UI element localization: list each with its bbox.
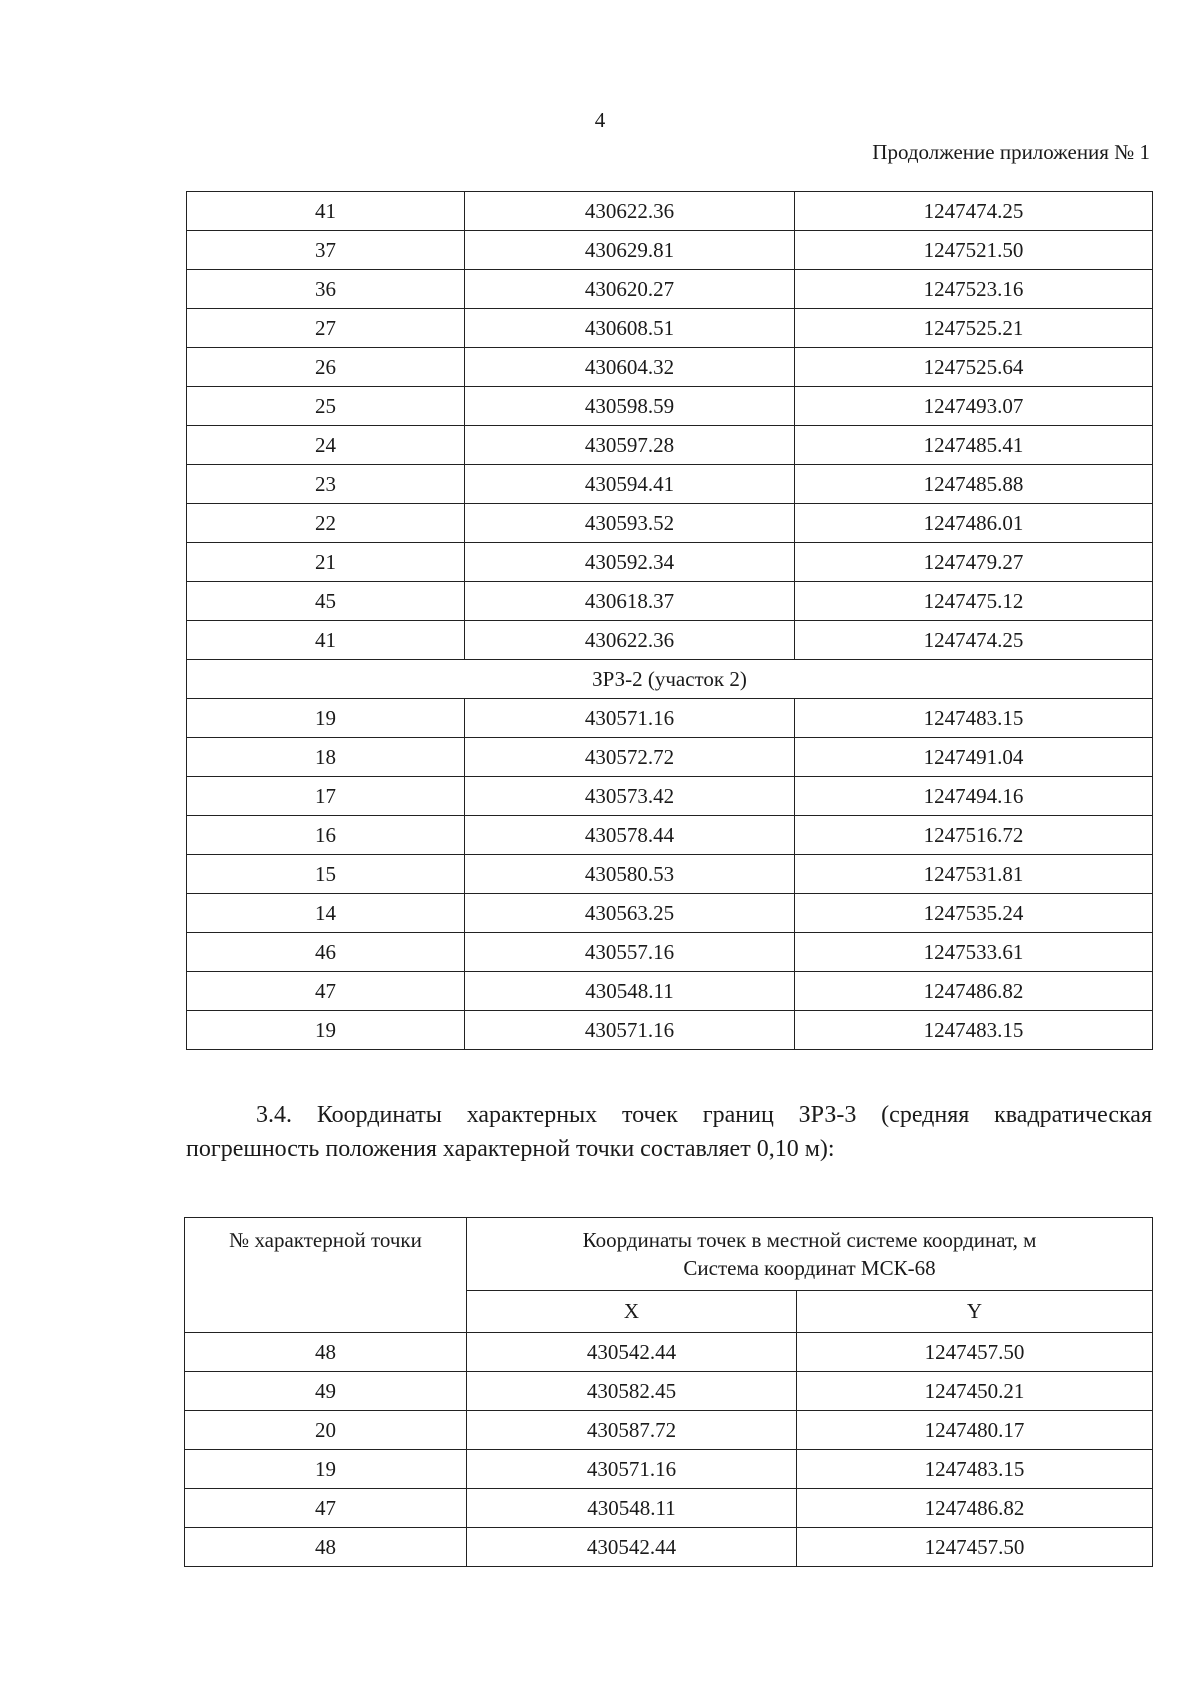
table-row — [185, 1333, 1153, 1372]
table-row — [185, 1528, 1153, 1567]
coordinate-x-cell: 430587.72 — [467, 1411, 797, 1450]
coordinate-x-cell: 430622.36 — [465, 621, 795, 660]
coordinate-y-cell: 1247486.82 — [797, 1489, 1153, 1528]
coordinate-x-cell: 430582.45 — [467, 1372, 797, 1411]
header-coordinates — [467, 1218, 1153, 1291]
table-row — [187, 972, 1153, 1011]
coordinate-x-cell: 430571.16 — [467, 1450, 797, 1489]
point-number-cell: 41 — [187, 621, 465, 660]
coordinate-x-cell: 430571.16 — [465, 1011, 795, 1050]
coordinate-x-cell: 430548.11 — [467, 1489, 797, 1528]
coordinate-x-cell: 430580.53 — [465, 855, 795, 894]
coordinates-table-zrz3 — [184, 1217, 1153, 1567]
point-number-cell: 36 — [187, 270, 465, 309]
point-number-cell: 46 — [187, 933, 465, 972]
point-number-cell: 48 — [185, 1528, 467, 1567]
point-number-cell: 26 — [187, 348, 465, 387]
coordinate-x-cell: 430572.72 — [465, 738, 795, 777]
coordinate-y-cell: 1247493.07 — [795, 387, 1153, 426]
coordinates-table-zrz2 — [186, 191, 1153, 1050]
table-row — [187, 231, 1153, 270]
section-text: Координаты характерных точек границ ЗРЗ-3 (средняя квадратическая погрешность положения характерной точки составляет 0,10 м): — [186, 1102, 1152, 1162]
table-row — [187, 270, 1153, 309]
table-row — [187, 192, 1153, 231]
table-row — [187, 621, 1153, 660]
coordinate-y-cell: 1247474.25 — [795, 192, 1153, 231]
coordinate-y-cell: 1247485.88 — [795, 465, 1153, 504]
coordinate-y-cell: 1247483.15 — [795, 1011, 1153, 1050]
table-row — [187, 777, 1153, 816]
table-row — [187, 933, 1153, 972]
coordinate-y-cell: 1247523.16 — [795, 270, 1153, 309]
table-row — [185, 1411, 1153, 1450]
table-row — [185, 1450, 1153, 1489]
coordinate-y-cell: 1247474.25 — [795, 621, 1153, 660]
subheader-zrz2-plot2: ЗРЗ-2 (участок 2) — [187, 660, 1153, 699]
coordinate-x-cell: 430542.44 — [467, 1528, 797, 1567]
point-number-cell: 49 — [185, 1372, 467, 1411]
appendix-continuation-note: Продолжение приложения № 1 — [872, 140, 1150, 164]
point-number-cell: 45 — [187, 582, 465, 621]
point-number-cell: 14 — [187, 894, 465, 933]
point-number-cell: 47 — [185, 1489, 467, 1528]
table-row — [187, 426, 1153, 465]
header-x: X — [467, 1290, 797, 1332]
coordinate-x-cell: 430557.16 — [465, 933, 795, 972]
subheader-row — [187, 660, 1153, 699]
coordinate-y-cell: 1247486.01 — [795, 504, 1153, 543]
point-number-cell: 17 — [187, 777, 465, 816]
point-number-cell: 48 — [185, 1333, 467, 1372]
section-number: 3.4. — [256, 1102, 292, 1128]
table-row — [187, 543, 1153, 582]
table-row — [187, 465, 1153, 504]
coordinate-y-cell: 1247483.15 — [797, 1450, 1153, 1489]
table-row — [185, 1372, 1153, 1411]
coordinate-x-cell: 430573.42 — [465, 777, 795, 816]
coordinate-x-cell: 430563.25 — [465, 894, 795, 933]
point-number-cell: 15 — [187, 855, 465, 894]
coordinate-x-cell: 430622.36 — [465, 192, 795, 231]
point-number-cell: 22 — [187, 504, 465, 543]
header-point-number: № характерной точки — [185, 1218, 467, 1333]
coordinate-x-cell: 430618.37 — [465, 582, 795, 621]
point-number-cell: 16 — [187, 816, 465, 855]
point-number-cell: 19 — [187, 699, 465, 738]
coordinate-y-cell: 1247491.04 — [795, 738, 1153, 777]
coordinate-y-cell: 1247535.24 — [795, 894, 1153, 933]
table-row — [185, 1489, 1153, 1528]
coordinate-y-cell: 1247457.50 — [797, 1528, 1153, 1567]
coordinate-y-cell: 1247486.82 — [795, 972, 1153, 1011]
table-row — [187, 738, 1153, 777]
table-row — [187, 855, 1153, 894]
coordinate-x-cell: 430592.34 — [465, 543, 795, 582]
header-y: Y — [797, 1290, 1153, 1332]
coordinate-x-cell: 430548.11 — [465, 972, 795, 1011]
coordinate-y-cell: 1247531.81 — [795, 855, 1153, 894]
coordinate-x-cell: 430594.41 — [465, 465, 795, 504]
page-number: 4 — [594, 108, 606, 132]
table-row — [187, 309, 1153, 348]
coordinate-x-cell: 430542.44 — [467, 1333, 797, 1372]
coordinate-x-cell: 430604.32 — [465, 348, 795, 387]
table-row — [187, 348, 1153, 387]
header-coordinates-line1: Координаты точек в местной системе координат, м — [582, 1227, 1037, 1252]
coordinate-y-cell: 1247525.64 — [795, 348, 1153, 387]
coordinate-x-cell: 430578.44 — [465, 816, 795, 855]
coordinate-y-cell: 1247483.15 — [795, 699, 1153, 738]
coordinate-y-cell: 1247516.72 — [795, 816, 1153, 855]
table-row — [187, 387, 1153, 426]
table-row — [187, 699, 1153, 738]
point-number-cell: 23 — [187, 465, 465, 504]
point-number-cell: 27 — [187, 309, 465, 348]
point-number-cell: 19 — [187, 1011, 465, 1050]
table-row — [187, 504, 1153, 543]
coordinate-y-cell: 1247533.61 — [795, 933, 1153, 972]
point-number-cell: 20 — [185, 1411, 467, 1450]
point-number-cell: 41 — [187, 192, 465, 231]
coordinate-y-cell: 1247450.21 — [797, 1372, 1153, 1411]
coordinate-x-cell: 430571.16 — [465, 699, 795, 738]
coordinate-x-cell: 430593.52 — [465, 504, 795, 543]
point-number-cell: 21 — [187, 543, 465, 582]
point-number-cell: 25 — [187, 387, 465, 426]
table-row — [187, 582, 1153, 621]
table-row — [187, 1011, 1153, 1050]
coordinate-x-cell: 430608.51 — [465, 309, 795, 348]
coordinate-y-cell: 1247521.50 — [795, 231, 1153, 270]
table-row — [187, 816, 1153, 855]
table-row — [187, 894, 1153, 933]
point-number-cell: 19 — [185, 1450, 467, 1489]
coordinate-y-cell: 1247475.12 — [795, 582, 1153, 621]
point-number-cell: 37 — [187, 231, 465, 270]
coordinate-x-cell: 430620.27 — [465, 270, 795, 309]
coordinate-y-cell: 1247525.21 — [795, 309, 1153, 348]
point-number-cell: 18 — [187, 738, 465, 777]
section-3-4-paragraph — [186, 1098, 1152, 1166]
coordinate-y-cell: 1247494.16 — [795, 777, 1153, 816]
point-number-cell: 24 — [187, 426, 465, 465]
coordinate-x-cell: 430598.59 — [465, 387, 795, 426]
coordinate-x-cell: 430597.28 — [465, 426, 795, 465]
coordinate-x-cell: 430629.81 — [465, 231, 795, 270]
point-number-cell: 47 — [187, 972, 465, 1011]
coordinate-y-cell: 1247485.41 — [795, 426, 1153, 465]
coordinate-y-cell: 1247457.50 — [797, 1333, 1153, 1372]
coordinate-y-cell: 1247479.27 — [795, 543, 1153, 582]
header-coordinates-line2: Система координат МСК-68 — [683, 1255, 936, 1280]
coordinate-y-cell: 1247480.17 — [797, 1411, 1153, 1450]
